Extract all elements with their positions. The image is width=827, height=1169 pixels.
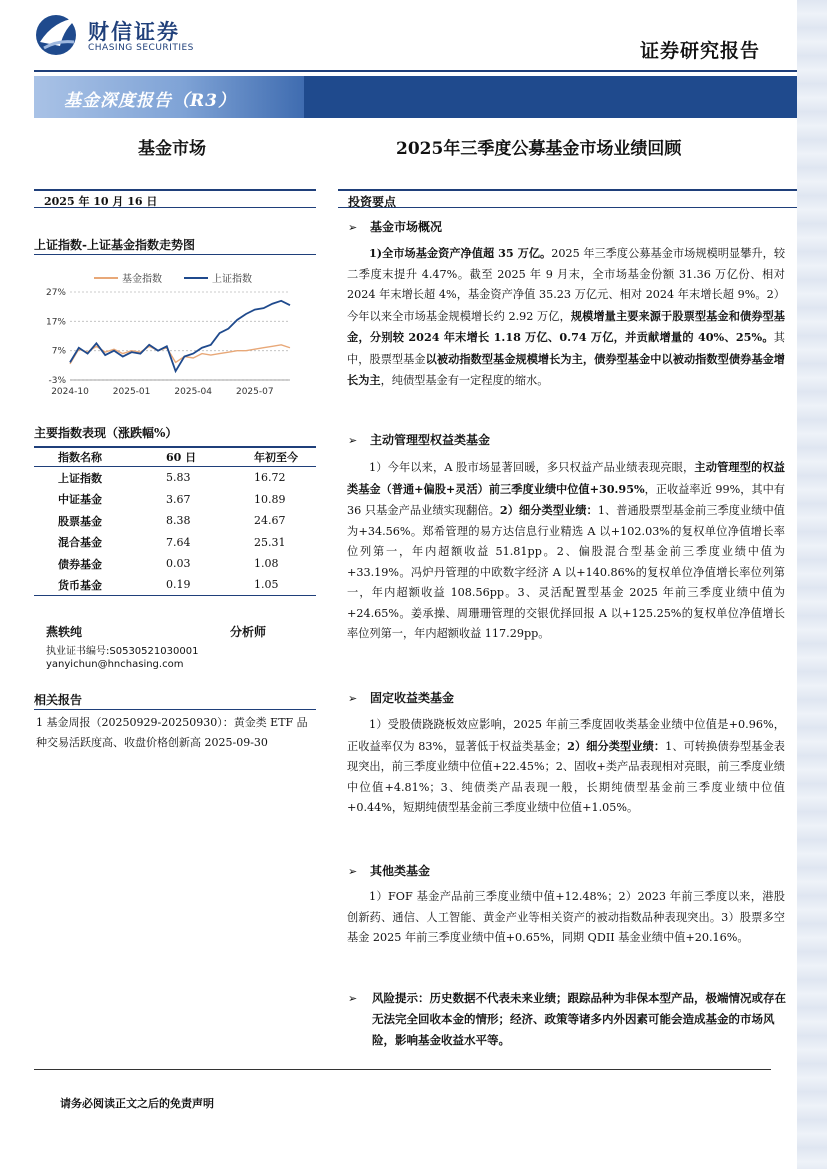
risk-text: 风险提示：历史数据不代表未来业绩；跟踪品种为非保本型产品，极端情况或存在无法完全回收本金的情形；经济、政策等诸多内外因素可能会造成基金的市场风险，影响基金收益水平等。: [372, 991, 786, 1047]
cell-index-name: 债券基金: [58, 557, 102, 571]
disclaimer[interactable]: 请务必阅读正文之后的免责声明: [60, 1097, 214, 1110]
arrow-bullet-icon: ➢: [348, 692, 358, 705]
arrow-bullet-icon: ➢: [348, 992, 358, 1005]
cell-60d: 7.64: [166, 535, 191, 549]
logo-text-cn: 财信证券: [88, 20, 180, 44]
col-header-ytd: 年初至今: [254, 451, 298, 464]
cell-index-name: 混合基金: [58, 536, 102, 550]
report-date: 2025 年 10 月 16 日: [44, 195, 158, 208]
cell-60d: 3.67: [166, 492, 191, 506]
cell-60d: 8.38: [166, 514, 191, 528]
analyst-role: 分析师: [230, 625, 267, 639]
perf-heading: 主要指数表现（涨跌幅%）: [34, 426, 178, 440]
header-divider: [34, 70, 797, 72]
section-paragraph: 1）FOF 基金产品前三季度业绩中值+12.48%；2）2023 年前三季度以来，港股创新药、通信、人工智能、黄金产业等相关资产的被动指数品种表现突出。3）股票多空基金 2025 年前三季度业绩中值+0.65%，同期 QDII 基金业绩中值+20.16%。: [347, 890, 785, 944]
cell-index-name: 中证基金: [58, 493, 102, 507]
series-line: [70, 345, 290, 364]
table-row: [34, 553, 316, 575]
report-type: 证券研究报告: [640, 40, 761, 62]
cell-index-name: 货币基金: [58, 578, 102, 592]
x-tick-label: 2025-01: [112, 387, 151, 397]
logo-mark-icon: [34, 12, 84, 58]
trend-chart-svg: [34, 262, 316, 404]
section-heading: ➢ 基金市场概况: [348, 220, 443, 234]
section-name: 基金市场: [138, 139, 206, 159]
table-header: [34, 446, 316, 467]
footer-divider: [34, 1069, 771, 1070]
section-paragraph: 1)全市场基金资产净值超 35 万亿。2025 年三季度公募基金市场规模明显攀升，较二季度末提升 4.47%。截至 2025 年 9 月末，全市场基金份额 31.36 万亿份、相对 2024 年末增长超 4%，基金资产净值 35.23 万亿元、相对 2024 年末增长超 9%。2）今年以来全市场基金规模增长约 2.92 万亿，规模增量主要来源于股票型基金和债券型基金，分别较 2024 年末增长 1.18 万亿、0.74 万亿，并贡献增量的 40%、25%。其中，股票型基金以被动指数型基金规模增长为主，债券型基金中以被动指数型债券基金增长为主，纯债型基金有一定程度的缩水。: [347, 246, 786, 387]
invest-points-bar: [338, 189, 797, 208]
x-tick-label: 2024-10: [51, 387, 89, 397]
table-row: [34, 467, 316, 489]
section-heading: ➢ 主动管理型权益类基金: [348, 433, 491, 447]
arrow-bullet-icon: ➢: [348, 221, 358, 234]
chart-heading-rule: [34, 254, 316, 255]
related-heading: 相关报告: [34, 693, 83, 707]
chart-heading: 上证指数-上证基金指数走势图: [34, 238, 195, 252]
section-paragraph: 1）今年以来，A 股市场显著回暖，多只权益产品业绩表现亮眼，主动管理型的权益类基金（普通+偏股+灵活）前三季度业绩中位值+30.95%，正收益率近 99%，其中有 36 只基金产品业绩实现翻倍。2）细分类型业绩：1、普通股票型基金前三季度业绩中值为+34.56%。郑希管理的易方达信息行业精选 A 以+102.03%的复权单位净值增长率位列第一，年内超额收益 51.81pp。2、偏股混合型基金前三季度业绩中值为+33.19%。冯炉丹管理的中欧数字经济 A 以+140.86%的复权单位净值增长率位列第一，年内超额收益 108.56pp。3、灵活配置型基金 2025 年前三季度业绩中值为+24.65%。姜承操、周珊珊管理的交银优择回报 A 以+125.25%的复权单位净值增长率位列第一，年内超额收益 117.29pp。: [347, 460, 785, 640]
cell-ytd: 10.89: [254, 492, 286, 506]
y-tick-label: 17%: [45, 317, 66, 328]
series-line: [70, 301, 290, 371]
legend-label: 上证指数: [212, 274, 252, 285]
risk-warning: [348, 988, 788, 1051]
y-tick-label: -3%: [48, 376, 66, 386]
cell-ytd: 1.05: [254, 578, 279, 592]
arrow-bullet-icon: ➢: [348, 865, 358, 878]
page-title: 2025年三季度公募基金市场业绩回顾: [396, 139, 682, 159]
date-bar: [34, 189, 316, 208]
banner-title: 基金深度报告（R3）: [64, 91, 236, 111]
table-row: [34, 575, 316, 597]
company-logo: [34, 12, 204, 58]
x-tick-label: 2025-04: [174, 387, 213, 397]
y-tick-label: 27%: [45, 288, 66, 298]
x-tick-label: 2025-07: [235, 387, 274, 397]
index-trend-chart: [34, 262, 316, 404]
cell-60d: 0.19: [166, 578, 191, 592]
index-performance-table: [34, 446, 316, 596]
legend-label: 基金指数: [122, 274, 162, 285]
related-report[interactable]: 1 基金周报（20250929-20250930）：黄金类 ETF 品种交易活跃度高、收盘价格创新高 2025-09-30: [36, 716, 308, 749]
invest-points-heading: 投资要点: [348, 195, 397, 209]
arrow-bullet-icon: ➢: [348, 434, 358, 447]
table-row: [34, 510, 316, 532]
cell-index-name: 股票基金: [58, 514, 102, 528]
cell-60d: 5.83: [166, 471, 191, 485]
cell-index-name: 上证指数: [58, 471, 102, 485]
cell-60d: 0.03: [166, 557, 191, 571]
cell-ytd: 24.67: [254, 514, 286, 528]
section-paragraph: 1）受股债跷跷板效应影响，2025 年前三季度固收类基金业绩中位值是+0.96%，正收益率仅为 83%，显著低于权益类基金；2）细分类型业绩：1、可转换债券型基金表现突出，前三季度业绩中位值+22.45%；2、固收+类产品表现相对亮眼，前三季度业绩中位值+4.81%；3、纯债类产品表现一般，长期纯债型基金前三季度业绩中位值+0.44%，短期纯债型基金前三季度业绩中位值+1.05%。: [347, 718, 785, 814]
analyst-name: 燕轶纯: [46, 625, 83, 639]
analyst-email[interactable]: yanyichun@hnchasing.com: [46, 659, 184, 670]
decorative-side-stripe: [797, 0, 827, 1169]
related-heading-rule: [34, 709, 316, 710]
analyst-cert: 执业证书编号:S0530521030001: [46, 646, 199, 657]
report-banner: [34, 76, 797, 118]
table-row: [34, 532, 316, 554]
section-heading: ➢ 其他类基金: [348, 864, 431, 878]
section-heading: ➢ 固定收益类基金: [348, 691, 455, 705]
cell-ytd: 16.72: [254, 471, 286, 485]
col-header-60d: 60 日: [166, 451, 197, 464]
analyst-info: [46, 623, 286, 670]
y-tick-label: 7%: [51, 346, 66, 357]
logo-text-en: CHASING SECURITIES: [88, 43, 194, 53]
cell-ytd: 25.31: [254, 535, 286, 549]
table-row: [34, 489, 316, 511]
cell-ytd: 1.08: [254, 557, 279, 571]
col-header-name: 指数名称: [58, 451, 102, 464]
